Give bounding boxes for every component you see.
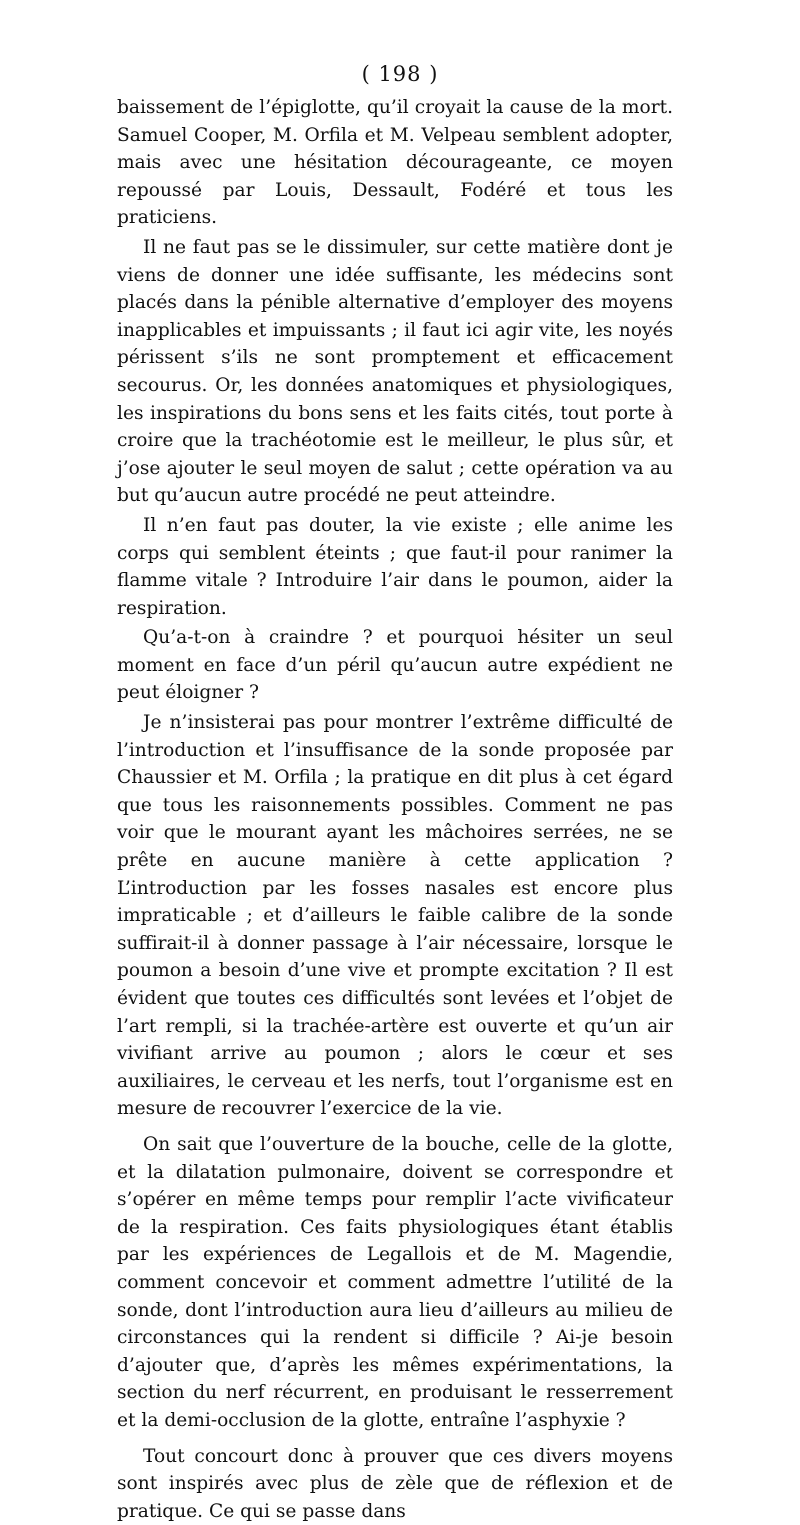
paragraph-3: Il n’en faut pas douter, la vie existe ; elle anime les corps qui semblent éteints ; que faut-il pour ranimer la flamme vitale ? Introduire l’air dans le poumon, aider la respiration. bbox=[117, 512, 673, 622]
paragraph-5: Je n’insisterai pas pour montrer l’extrême difficulté de l’introduction et l’insuffisance de la sonde proposée par Chaussier et M. Orfila ; la pratique en dit plus à cet égard que tous les raisonnements possibles. Comment ne pas voir que le mourant ayant les mâchoires serrées, ne se prête en aucune manière à cette application ? L’introduction par les fosses nasales est encore plus impraticable ; et d’ailleurs le faible calibre de la sonde suffirait-il à donner passage à l’air nécessaire, lorsque le poumon a besoin d’une vive et prompte excitation ? Il est évident que toutes ces difficultés sont levées et l’objet de l’art rempli, si la trachée-artère est ouverte et qu’un air vivifiant arrive au poumon ; alors le cœur et ses auxiliaires, le cerveau et les nerfs, tout l’organisme est en mesure de recouvrer l’exercice de la vie. bbox=[117, 709, 673, 1123]
page-number: ( 198 ) bbox=[0, 62, 800, 86]
body-text bbox=[117, 94, 673, 1525]
paragraph-1: baissement de l’épiglotte, qu’il croyait la cause de la mort. Samuel Cooper, M. Orfila et M. Velpeau semblent adopter, mais avec une hésitation décourageante, ce moyen repoussé par Louis, Dessault, Fodéré et tous les praticiens. bbox=[117, 94, 673, 232]
paragraph-4: Qu’a-t-on à craindre ? et pourquoi hésiter un seul moment en face d’un péril qu’aucun autre expédient ne peut éloigner ? bbox=[117, 624, 673, 707]
paragraph-7: Tout concourt donc à prouver que ces divers moyens sont inspirés avec plus de zèle que de réflexion et de pratique. Ce qui se passe dans bbox=[117, 1443, 673, 1525]
paragraph-2: Il ne faut pas se le dissimuler, sur cette matière dont je viens de donner une idée suffisante, les médecins sont placés dans la pénible alternative d’employer des moyens inapplicables et impuissants ; il faut ici agir vite, les noyés périssent s’ils ne sont promptement et efficacement secourus. Or, les données anatomiques et physiologiques, les inspirations du bons sens et les faits cités, tout porte à croire que la trachéotomie est le meilleur, le plus sûr, et j’ose ajouter le seul moyen de salut ; cette opération va au but qu’aucun autre procédé ne peut atteindre. bbox=[117, 234, 673, 510]
paragraph-6: On sait que l’ouverture de la bouche, celle de la glotte, et la dilatation pulmonaire, doivent se correspondre et s’opérer en même temps pour remplir l’acte vivificateur de la respiration. Ces faits physiologiques étant établis par les expériences de Legallois et de M. Magendie, comment concevoir et comment admettre l’utilité de la sonde, dont l’introduction aura lieu d’ailleurs au milieu de circonstances qui la rendent si difficile ? Ai-je besoin d’ajouter que, d’après les mêmes expérimentations, la section du nerf récurrent, en produisant le resserrement et la demi-occlusion de la glotte, entraîne l’asphyxie ? bbox=[117, 1131, 673, 1435]
